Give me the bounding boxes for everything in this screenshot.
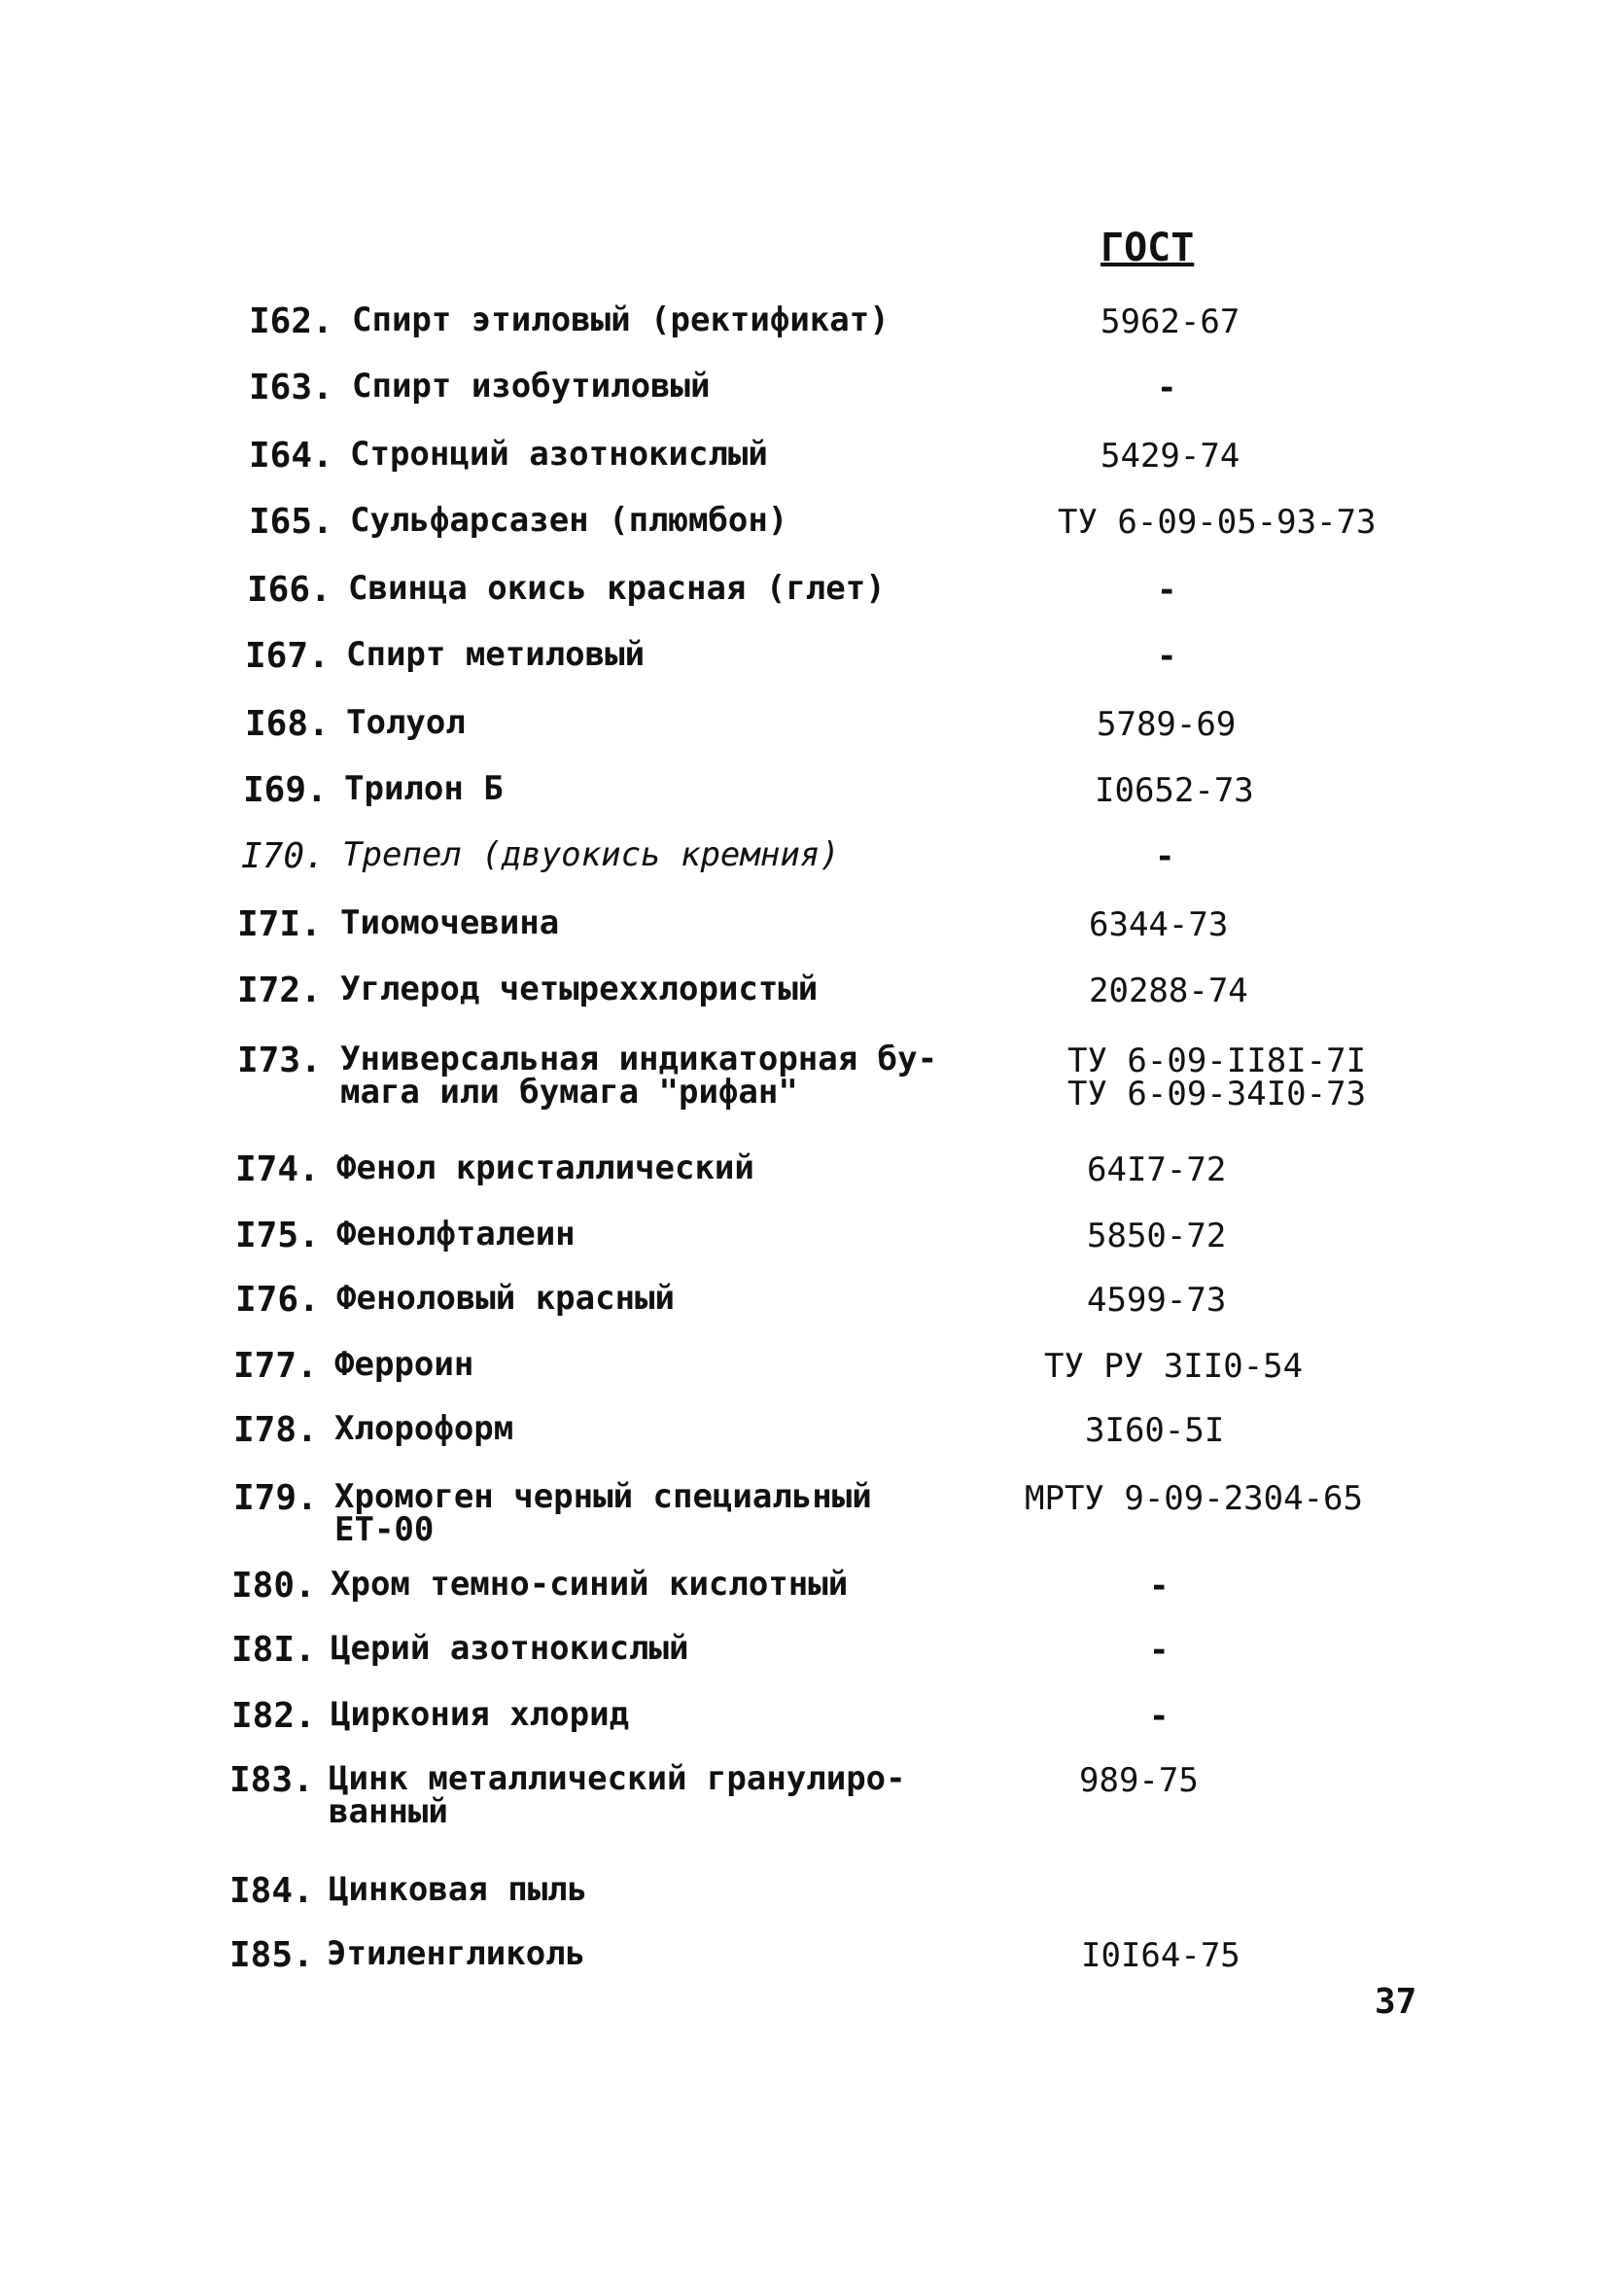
item-number: I74.: [235, 1149, 320, 1189]
list-item: [0, 368, 1607, 430]
item-number: I73.: [237, 1041, 322, 1080]
list-item: [0, 636, 1607, 698]
item-number: I84.: [229, 1871, 314, 1911]
item-gost-code-line: ТУ 6-09-34I0-73: [1067, 1075, 1367, 1113]
item-gost-code-line: 3I60-5I: [1085, 1411, 1225, 1450]
item-name-line: Фенол кристаллический: [336, 1148, 754, 1187]
item-name-line: Цинк металлический гранулиро-: [329, 1759, 906, 1798]
list-item: [0, 1759, 1607, 1831]
item-number: I66.: [247, 570, 332, 610]
item-number: I63.: [249, 368, 333, 407]
item-gost-code: [1079, 1761, 1199, 1800]
item-gost-code: [1149, 1567, 1170, 1606]
list-item: [0, 1149, 1607, 1212]
item-number: I72.: [237, 971, 322, 1010]
item-name-line: ЕТ-00: [334, 1510, 435, 1549]
item-name-line: Церий азотнокислый: [331, 1629, 689, 1668]
item-number: I76.: [235, 1280, 320, 1320]
item-name-line: Хромоген черный специальный: [334, 1477, 872, 1516]
item-name: [352, 367, 711, 406]
item-gost-code: [1149, 1697, 1170, 1736]
item-gost-code: [1095, 771, 1254, 810]
item-gost-code-line: МРТУ 9-09-2304-65: [1025, 1479, 1363, 1518]
item-name: [331, 1629, 689, 1668]
item-name-line: Хром темно-синий кислотный: [331, 1565, 849, 1604]
item-name: [329, 1870, 588, 1909]
item-name: [346, 635, 646, 674]
item-number: I83.: [229, 1760, 314, 1800]
item-gost-code-line: 989-75: [1079, 1761, 1199, 1800]
item-name: [327, 1934, 586, 1973]
list-item: [0, 1346, 1607, 1408]
item-gost-code: [1149, 1631, 1170, 1670]
list-item: [0, 502, 1607, 564]
item-name-line: Спирт метиловый: [346, 635, 646, 674]
item-gost-code: [1100, 302, 1240, 341]
item-name: [344, 769, 504, 808]
item-number: I77.: [233, 1346, 318, 1386]
item-gost-code-line: 4599-73: [1087, 1281, 1227, 1320]
gost-column-header: ГОСТ: [1100, 226, 1195, 270]
item-name: [336, 1279, 675, 1318]
page-number: 37: [1375, 1982, 1417, 2022]
item-number: I7I.: [237, 904, 322, 944]
item-gost-code-line: 5850-72: [1087, 1217, 1227, 1255]
item-gost-code: [1087, 1219, 1226, 1253]
item-name: [352, 300, 890, 339]
list-item: [0, 1410, 1607, 1472]
item-gost-code-line: -: [1155, 837, 1175, 876]
item-gost-code-line: -: [1149, 1697, 1170, 1736]
item-number: I68.: [245, 704, 330, 744]
item-name-line: ванный: [329, 1792, 448, 1831]
item-name: [336, 1215, 576, 1254]
item-name-line: Трепел (двуокись кремния): [342, 835, 840, 874]
item-name-line: мага или бумага "рифан": [340, 1073, 798, 1112]
item-gost-code-line: 6344-73: [1089, 905, 1229, 944]
item-gost-code-line: ТУ 6-09-II8I-7I: [1067, 1042, 1367, 1080]
item-name: [329, 1759, 906, 1831]
item-gost-code-line: 64I7-72: [1087, 1150, 1227, 1189]
item-number: I65.: [249, 502, 333, 542]
list-item: [0, 570, 1607, 632]
item-gost-code: [1157, 571, 1177, 610]
item-name-line: Феноловый красный: [336, 1279, 675, 1318]
list-item: [0, 1040, 1607, 1113]
item-number: I64.: [249, 436, 333, 476]
item-name-line: Толуол: [346, 703, 466, 742]
item-gost-code-line: ТУ РУ 3II0-54: [1044, 1347, 1304, 1386]
item-number: I70.: [241, 836, 326, 876]
item-gost-code-line: -: [1157, 369, 1177, 407]
item-name: [336, 1148, 754, 1187]
item-number: I75.: [235, 1216, 320, 1255]
item-gost-code-line: I0652-73: [1095, 771, 1254, 810]
item-gost-code-line: -: [1149, 1631, 1170, 1670]
list-item: [0, 1280, 1607, 1342]
item-gost-code: [1155, 837, 1175, 876]
item-name: [334, 1409, 514, 1448]
item-name: [331, 1695, 630, 1734]
item-gost-code-line: 20288-74: [1089, 971, 1248, 1010]
item-gost-code: [1089, 905, 1229, 944]
list-item: [0, 836, 1607, 899]
item-gost-code: [1067, 1044, 1366, 1111]
item-gost-code-line: 5789-69: [1097, 705, 1237, 744]
item-name: [331, 1565, 849, 1604]
item-number: I67.: [245, 636, 330, 676]
list-item: [0, 436, 1607, 498]
item-gost-code: [1025, 1479, 1363, 1518]
list-item: [0, 770, 1607, 832]
item-name: [334, 1477, 872, 1549]
item-name-line: Циркония хлорид: [331, 1695, 630, 1734]
item-gost-code-line: 5962-67: [1100, 302, 1240, 341]
item-gost-code-line: 5429-74: [1100, 437, 1240, 476]
item-number: I62.: [249, 301, 333, 341]
item-gost-code-line: -: [1157, 637, 1177, 676]
item-gost-code-line: ТУ 6-09-05-93-73: [1058, 503, 1377, 542]
list-item: [0, 1477, 1607, 1549]
list-item: [0, 1935, 1607, 1997]
list-item: [0, 904, 1607, 967]
item-name-line: Универсальная индикаторная бу-: [340, 1040, 938, 1078]
item-number: I79.: [233, 1478, 318, 1518]
item-name: [334, 1345, 474, 1384]
item-name: [346, 703, 466, 742]
item-name: [342, 835, 840, 874]
item-gost-code: [1087, 1281, 1227, 1320]
item-number: I78.: [233, 1410, 318, 1450]
item-number: I69.: [243, 770, 328, 810]
item-name: [340, 1040, 938, 1112]
item-name-line: Трилон Б: [344, 769, 504, 808]
item-gost-code: [1100, 437, 1240, 476]
list-item: [0, 1216, 1607, 1278]
item-name-line: Этиленгликоль: [327, 1934, 586, 1973]
item-name: [348, 569, 886, 608]
item-gost-code: [1058, 503, 1377, 542]
list-item: [0, 301, 1607, 364]
item-name-line: Спирт изобутиловый: [352, 367, 711, 406]
item-name-line: Фенолфталеин: [336, 1215, 576, 1254]
item-name-line: Сульфарсазен (плюмбон): [350, 501, 788, 540]
item-gost-code-line: -: [1149, 1567, 1170, 1606]
list-item: [0, 1566, 1607, 1628]
item-gost-code: [1085, 1411, 1225, 1450]
item-gost-code-line: I0I64-75: [1081, 1936, 1240, 1975]
item-number: I80.: [231, 1566, 316, 1606]
item-name-line: Стронций азотнокислый: [350, 435, 768, 474]
item-name: [340, 903, 560, 942]
list-item: [0, 1696, 1607, 1758]
item-gost-code: [1157, 371, 1176, 405]
item-name-line: Ферроин: [334, 1345, 474, 1384]
item-number: I8I.: [231, 1630, 316, 1670]
item-gost-code: [1044, 1347, 1304, 1386]
item-name: [350, 501, 788, 540]
item-number: I85.: [229, 1935, 314, 1975]
item-name-line: Спирт этиловый (ректификат): [352, 300, 890, 339]
item-gost-code: [1089, 971, 1248, 1010]
item-name-line: Углерод четыреххлористый: [340, 970, 819, 1008]
item-gost-code: [1087, 1150, 1227, 1189]
list-item: [0, 704, 1607, 766]
list-item: [0, 971, 1607, 1033]
item-number: I82.: [231, 1696, 316, 1736]
item-gost-code-line: -: [1157, 571, 1177, 610]
item-name-line: Свинца окись красная (глет): [348, 569, 886, 608]
item-name-line: Хлороформ: [334, 1409, 514, 1448]
list-item: [0, 1630, 1607, 1692]
item-gost-code: [1157, 637, 1177, 676]
item-name: [340, 972, 818, 1006]
item-name-line: Цинковая пыль: [329, 1870, 588, 1909]
item-gost-code: [1081, 1936, 1240, 1975]
list-item: [0, 1871, 1607, 1933]
item-gost-code: [1097, 705, 1237, 744]
item-name-line: Тиомочевина: [340, 903, 560, 942]
item-name: [350, 435, 768, 474]
